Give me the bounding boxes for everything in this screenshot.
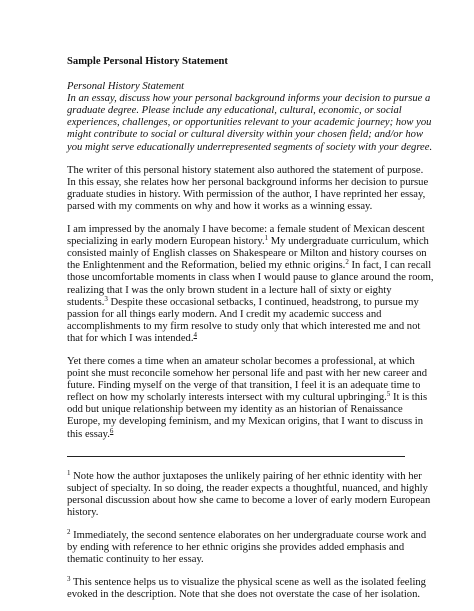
footnote-text-2: Immediately, the second sentence elaborates on her undergraduate course work and by ending with reference to her ethnic origins she provides added emphasis and thematic continuity to her essay. — [67, 530, 427, 566]
essay-paragraph-2 — [67, 356, 434, 441]
p3-text-a: Yet there comes a time when an amateur scholar becomes a professional, at which point she must reconcile somehow her personal life and past with her new career and future. Finding myself on the verge of that transition, I feel it is an adequate time to reflect on how my scholarly interests intersect with my cultural upbringing. — [67, 355, 428, 404]
p2-text-d: Despite these occasional setbacks, I continued, headstrong, to pursue my passion for all things early modern. And I credit my academic success and accomplishments to my firm resolve to study only that which interested me and not that for which I was intended. — [67, 296, 421, 344]
footnote-text-1: Note how the author juxtaposes the unlikely pairing of her ethnic identity with her subject of specialty. In so doing, the reader expects a thoughtful, nuanced, and highly personal discussion about how she came to become a lover of early modern European history. — [67, 470, 431, 518]
prompt-title: Personal History Statement — [67, 81, 185, 93]
footnote-ref-5[interactable]: 5 — [386, 390, 391, 399]
footnote-1 — [67, 468, 434, 519]
footnote-number-3: 3 — [67, 575, 71, 584]
footnote-2 — [67, 530, 434, 566]
footnote-3 — [67, 577, 434, 601]
p2-text-a: I am impressed by the anomaly I have become: a female student of Mexican descent specializing in early modern European history. — [67, 224, 425, 248]
footnote-text-3: This sentence helps us to visualize the physical scene as well as the isolated feeling evoked in the description. Note that she does not overstate the case of her isolation. — [67, 577, 426, 601]
footnote-ref-3[interactable]: 3 — [104, 294, 108, 303]
prompt-text: In an essay, discuss how your personal background informs your decision to pursue a graduate degree. Please include any educational, cultural, economic, or social experiences, challenges, or opportunities relevant to your academic journey; how you might contribute to social or cultural diversity within your chosen field; and/or how you might serve educationally underrepresented segments of society with your degree. — [67, 93, 433, 153]
footnote-ref-6[interactable]: 6 — [109, 426, 114, 435]
p3-text-b: It is this odd but unique relationship between my identity as an historian of Renaissance Europe, my developing feminism, and my Mexican origins, that I want to discuss in this essay. — [67, 392, 428, 440]
footnote-ref-1[interactable]: 1 — [264, 234, 269, 243]
p2-text-c: In fact, I can recall those uncomfortable moments in class when I would pause to glance around the room, realizing that I was the only brown student in a lecture hall of sixty or eighty students. — [67, 260, 434, 308]
p2-text-b: My undergraduate curriculum, which consisted mainly of English classes on Shakespeare or Milton and history courses on the Enlightenment and the Reformation, belied my ethnic origins. — [67, 236, 429, 272]
intro-paragraph: The writer of this personal history statement also authored the statement of purpose. In this essay, she relates how her personal background informs her decision to pursue graduate studies in history. With permission of the author, I have reprinted her essay, parsed with my comments on why and how it works as a winning essay. — [67, 164, 429, 212]
document-title: Sample Personal History Statement — [67, 56, 228, 67]
footnote-number-1: 1 — [67, 468, 71, 477]
essay-prompt — [67, 81, 434, 154]
footnote-divider — [67, 456, 405, 457]
footnote-number-2: 2 — [67, 528, 71, 536]
footnote-ref-4[interactable]: 4 — [193, 330, 197, 339]
footnotes-section — [67, 468, 434, 602]
footnote-ref-2[interactable]: 2 — [345, 258, 349, 267]
essay-paragraph-1 — [67, 224, 434, 345]
